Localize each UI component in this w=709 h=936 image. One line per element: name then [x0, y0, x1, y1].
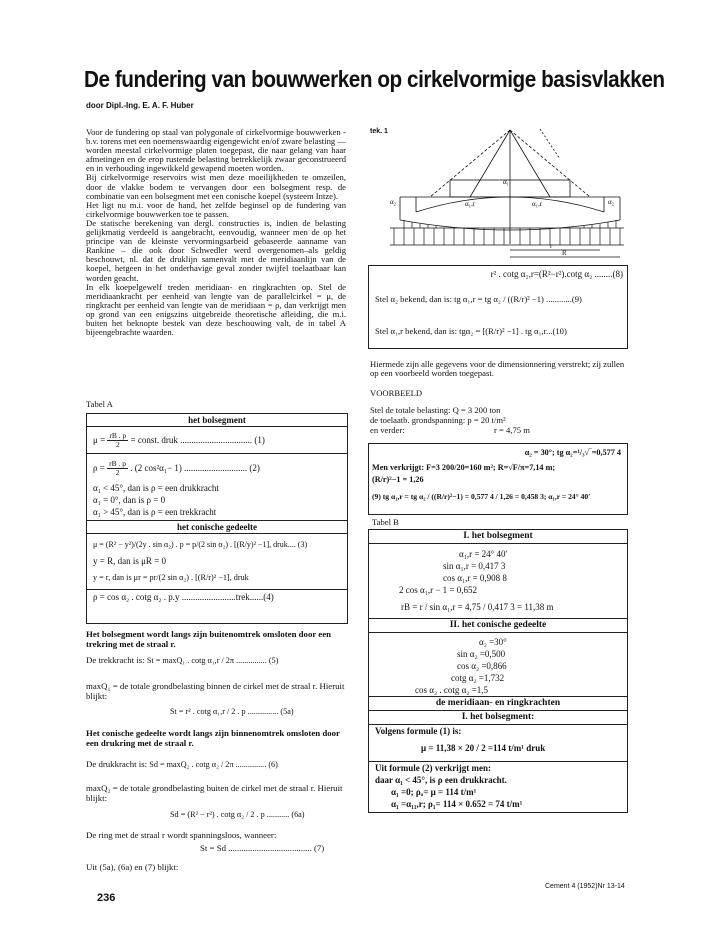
formula-1-lhs: μ = [93, 435, 108, 445]
tabel-b-header-krachten: de meridiaan- en ringkrachten [369, 696, 627, 711]
tabel-b-label: Tabel B [372, 517, 399, 527]
formula-3-case-r: y = r, dan is μr = pr/(2 sin α₂) . [(R/r)² −1], druk [93, 573, 249, 582]
tabel-b-cos-cotg: cos α₂ . cotg α₂ =1,5 [415, 685, 489, 695]
frac-den: 2 [115, 468, 120, 478]
foundation-diagram [370, 124, 624, 260]
given-further-label: en verder: [370, 425, 405, 435]
tabel-a-header-conisch: het conische gedeelte [87, 520, 347, 534]
formula-7: St = Sd ...................................... (7) [200, 843, 325, 853]
formula-8: r² . cotg α₁,r=(R²−r²).cotg α₂ ........(8) [490, 269, 623, 279]
calc-ratio: (R/r)²−1 = 1,26 [372, 475, 424, 484]
maxq1-text: maxQ₁ = de totale grondbelasting binnen de cirkel met de straal r. Hieruit blijkt: [86, 681, 345, 701]
formula-2-fraction [107, 460, 128, 477]
frac-num: r [109, 459, 112, 469]
tabel-b-header-bolsegment: I. het bolsegment [369, 530, 627, 544]
tabel-b-header-bolsegment-2: I. het bolsegment: [369, 711, 627, 725]
spanningsloos-text: De ring met de straal r wordt spanningsloos, wanneer: [86, 830, 277, 840]
frac-den: 2 [115, 440, 120, 450]
trekkracht-label: De trekkracht is: [86, 655, 147, 665]
formula-3-case-R: y = R, dan is μR = 0 [93, 556, 166, 566]
page-number: 236 [97, 892, 116, 904]
formula-9-tail: tg α₂ / ((R/r)² −1) ............(9) [484, 294, 582, 304]
voorbeeld-heading: VOORBEELD [370, 388, 423, 398]
tabel-b-sin-alpha1r: sin α₁,r = 0,417 3 [443, 561, 506, 571]
intro-paragraph: Voor de fundering op staal van polygonale of cirkelvormige bouwwerken - b.v. torens met een noemenswaardig eigengewicht en/of zware belasting — worden meestal cirkelvormige platen toegepast, die naar gelang van haar afmetingen en de erop rustende belasting betrekkelijk zwaar geconstrueerd en in verhouding ingewikkeld gewapend moeten worden. [86, 127, 346, 174]
calc-alpha2: α₂ = 30°; tg α₂=¹/₃√‾=0,577 4 [524, 448, 621, 457]
tabel-a [86, 413, 348, 624]
given-radius: r = 4,75 m [494, 425, 530, 435]
dimensionnering-text: Hiermede zijn alle gegevens voor de dimensionnering verstrekt; zij zullen op een voorbeeld worden toegepast. [370, 359, 625, 379]
drukkracht-label: De drukkracht is: [86, 759, 150, 769]
intro-paragraph: Bij cirkelvormige reservoirs wist men deze moeilijkheden te omzeilen, door de vlakke bodem te vervangen door een bolsegment resp. de combinatie van een bolsegment met een conische koepel (systeem Intze). [86, 172, 346, 201]
formula-10: Stel α₁,r bekend, dan is: tgα₂ = [(R/r)² −1] . tg α₁,r...(10) [375, 326, 567, 336]
fig-label-r: r [550, 242, 553, 250]
condition-2: α₁ = 0°, dan is ρ = 0 [93, 495, 166, 505]
fig-label-alpha1r-right: α₁,r [532, 200, 543, 208]
formula-3: μ = (R² − y²)/(2y . sin α₂) . p = p/(2 sin α₂) . [(R/y)² −1], druk.... (3) [93, 540, 308, 549]
maxq2-text: maxQ₂ = de totale grondbelasting buiten de cirkel met de straal r. Hieruit blijkt: [86, 783, 343, 803]
tabel-b-rho1: α₁ =α₁₁,r; ρ₁= 114 × 0.652 = 74 t/m¹ [391, 799, 523, 809]
tabel-b-sin-alpha2: sin α₂ =0,500 [457, 649, 506, 659]
tabel-b-rho0: α₁ =0; ρₒ= μ = 114 t/m¹ [391, 787, 477, 797]
tabel-a-header-bolsegment: het bolsegment [87, 414, 347, 427]
fig-label-alpha1: α₁ [503, 178, 510, 186]
intro-paragraph: De statische berekening van dergl. constructies is, indien de belasting gelijkmatig verdeeld is aangebracht, eenvoudig, wanneer men de op het principe van de kleinste vervormingsarbeid gebaseerde aanname van Rankine – die ook door Schwedler werd overgenomen–als geldig beschouwt, nl. dat de druklijn samenvalt met de meridiaanlijn van de koepel, hetgeen in het onderhavige geval zonder twijfel toelaatbaar kan worden geacht. [86, 217, 346, 283]
frac-num-2: B . p [111, 459, 126, 469]
tabel-b-daar: daar α₁ < 45°, is ρ een drukkracht. [375, 775, 507, 785]
tabel-b-rB: rB = r / sin α₁,r = 4,75 / 0,417 3 = 11,38 m [401, 602, 554, 612]
figure-label: tek. 1 [370, 128, 388, 135]
formula-1-tail: = const. druk ................................ (1) [130, 435, 265, 445]
tabel-b-alpha2: α₂ =30° [479, 637, 507, 647]
tabel-b [368, 529, 628, 813]
frac-num-2: B . p [111, 431, 127, 441]
given-soil-stress: de toelaatb. grondspanning: p = 20 t/m² [370, 415, 506, 425]
formula-2-lhs: ρ = [93, 463, 108, 473]
formula-6a: Sd = (R² − r²) . cotg α₂ / 2 . p ........... (6a) [170, 810, 305, 819]
tabel-b-mu: μ = 11,38 × 20 / 2 =114 t/m¹ druk [421, 743, 546, 753]
fig-label-alpha1r-left: α₁,r [465, 200, 476, 208]
fig-label-alpha2-left: α₂ [390, 198, 397, 206]
formula-2 [87, 453, 347, 482]
page-title: De fundering van bouwwerken op cirkelvormige basisvlakken [84, 66, 665, 92]
tabel-b-cotg-alpha2: cotg α₂ =1,732 [451, 673, 505, 683]
tabel-b-header-conisch: II. het conische gedeelte [369, 618, 627, 633]
formula-1 [87, 427, 347, 453]
formula-5a: St = r² . cotg α₁,r / 2 . p ............... (5a) [170, 707, 294, 716]
fig-label-alpha2-right: α₂ [608, 198, 615, 206]
tabel-b-volgens: Volgens formule (1) is: [375, 726, 462, 736]
given-further [370, 425, 530, 435]
calc-area: Men verkrijgt: F=3 200/20=160 m²; R=√F/π=7,14 m; [372, 463, 556, 472]
formula-6: Sd = maxQ₂ . cotg α₂ / 2π ............... (6) [149, 760, 278, 769]
tabel-b-2cos: 2 cos α₁,r − 1 = 0,652 [399, 585, 477, 595]
formula-4: ρ = cos α₂ . cotg α₂ . p.y ........................trek......(4) [87, 589, 347, 605]
formula-9-lead: Stel α₂ bekend, dan is: tg α₁,r = [375, 294, 485, 304]
tabel-a-label: Tabel A [86, 399, 113, 409]
condition-3: α₁ > 45°, dan is ρ = een trekkracht [93, 507, 217, 517]
tabel-b-uit-formule-2: Uit formule (2) verkrijgt men: [375, 763, 491, 773]
calc-formula-9: (9) tg α₁,r = tg α₂ / ((R/r)²−1) = 0,577 4 / 1,26 = 0,458 3; α₁,r = 24° 40′ [372, 492, 591, 501]
formula-9 [369, 282, 627, 316]
tabel-b-cos-alpha2: cos α₂ =0,866 [457, 661, 507, 671]
drukkracht-line [86, 759, 348, 770]
journal-footer: Cement 4 (1952)Nr 13-14 [545, 883, 625, 890]
given-load: Stel de totale belasting: Q = 3 200 ton [370, 405, 501, 415]
condition-1: α₁ < 45°, dan is ρ = een drukkracht [93, 483, 219, 493]
equations-box [368, 265, 628, 349]
tabel-b-cos-alpha1r: cos α₁,r = 0,908 8 [443, 573, 507, 583]
formula-5: St = maxQ₁ . cotg α₁,r / 2π ............... (5) [146, 656, 279, 665]
uit-text: Uit (5a), (6a) en (7) blijkt: [86, 862, 179, 872]
intro-paragraph: Het ligt nu m.i. voor de hand, het zelfde beginsel op de fundering van cirkelvormige bouwwerken toe te passen. [86, 199, 346, 219]
calculation-box [368, 443, 628, 515]
frac-num: r [109, 431, 112, 441]
fig-label-R: R [562, 249, 567, 257]
intro-paragraph: In elk koepelgewelf treden meridiaan- en ringkrachten op. Stel de meridiaankracht per eenheid van lengte van de parallelcirkel = μ, de ringkracht per eenheid van lengte van de meridiaan = ρ, dan verkrijgt men op grond van een enigszins uitgebreide theoretische afleiding, die m.i. buiten het beknopte bestek van deze beschouwing valt, de in tabel A bijeengebrachte waarden. [86, 281, 346, 338]
trekring-text: Het bolsegment wordt langs zijn buitenomtrek omsloten door een trekring met de straal r. [86, 629, 331, 649]
formula-2-tail: . (2 cos²α₁− 1) ............................ (2) [130, 463, 260, 473]
author-line: door Dipl.-Ing. E. A. F. Huber [86, 101, 194, 110]
formula-1-fraction [107, 432, 128, 449]
trekkracht-line [86, 655, 348, 666]
drukring-text: Het conische gedeelte wordt langs zijn binnenomtrek omsloten door een drukring met de straal r. [86, 728, 340, 748]
intro-text [86, 128, 346, 337]
tabel-b-alpha1r: α₁,r = 24° 40′ [459, 549, 508, 559]
